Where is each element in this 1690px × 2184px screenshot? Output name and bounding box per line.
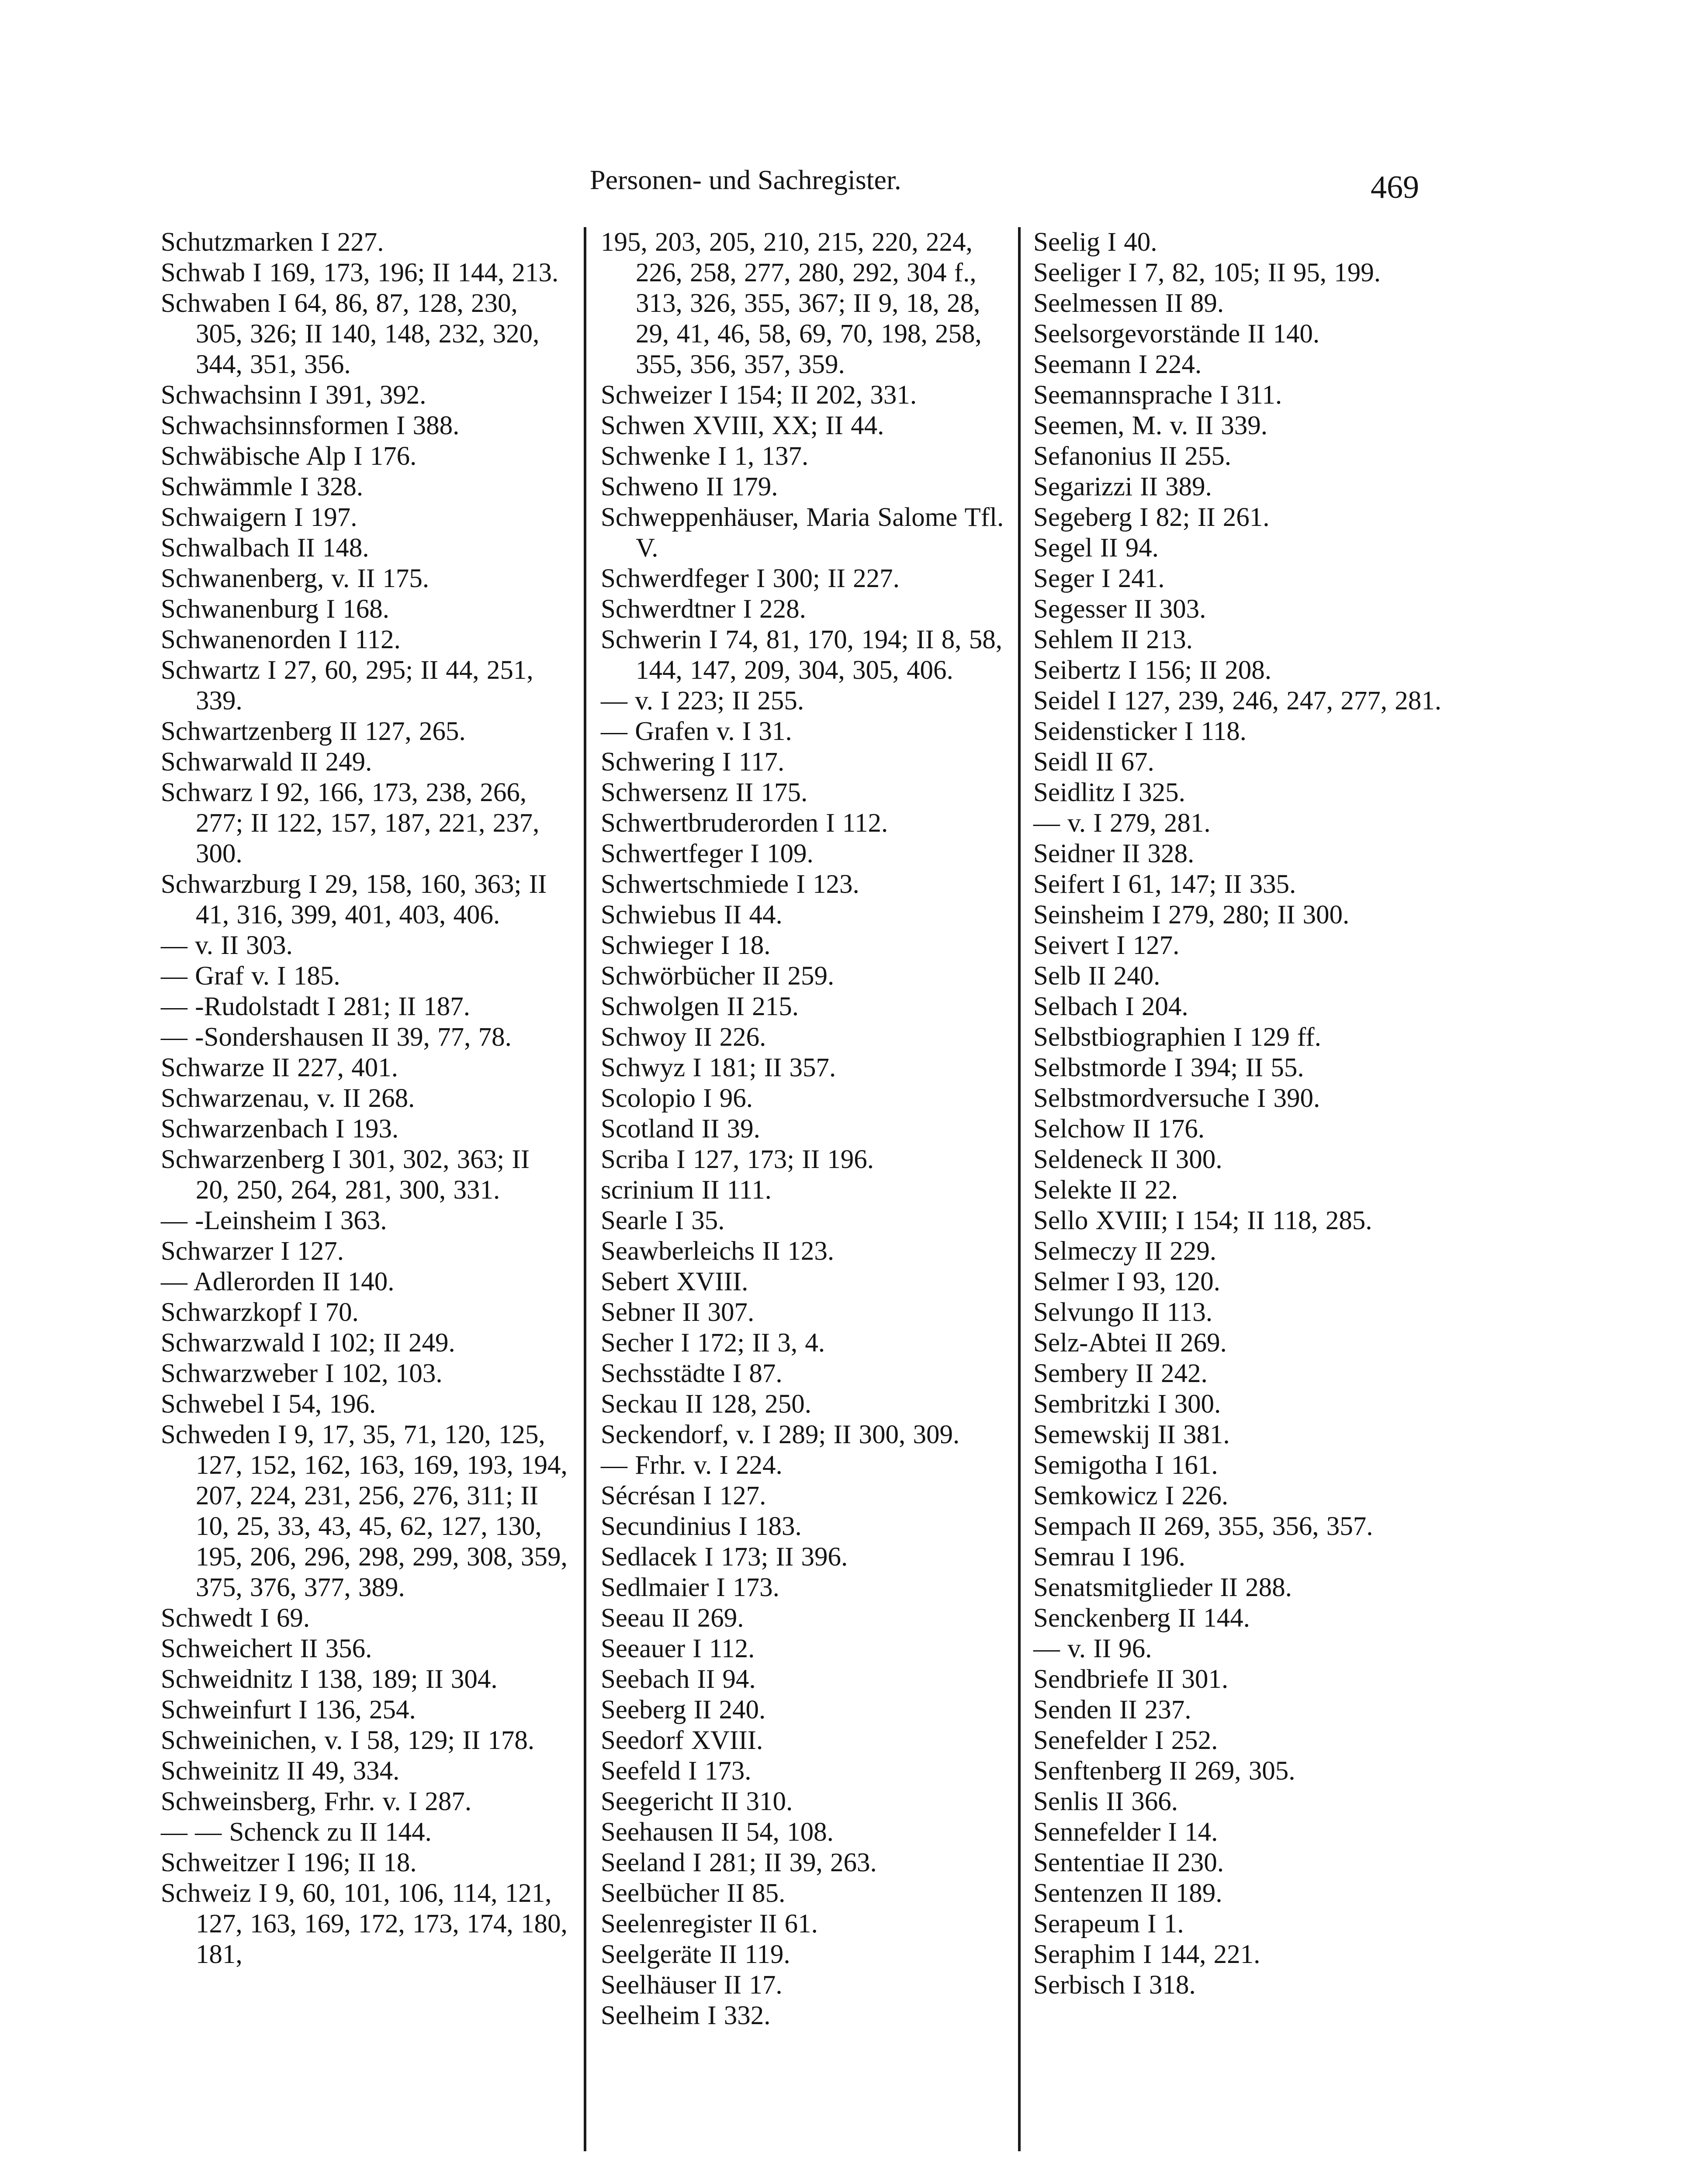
index-entry: Schwarzenbach I 193.: [161, 1114, 399, 1144]
index-entry: Schweinfurt I 136, 254.: [161, 1695, 416, 1724]
index-entry: — v. II 96.: [1033, 1634, 1152, 1663]
index-entry: Sedlacek I 173; II 396.: [601, 1542, 848, 1572]
index-entry: Schwanenberg, v. II 175.: [161, 564, 429, 593]
index-entry: Schwachsinnsformen I 388.: [161, 411, 460, 440]
index-entry: Semewskij II 381.: [1033, 1420, 1230, 1449]
column-divider: [1018, 227, 1021, 2151]
index-entry: Schwen XVIII, XX; II 44.: [601, 411, 884, 440]
index-entry: scrinium II 111.: [601, 1175, 772, 1205]
index-entry: — v. I 223; II 255.: [601, 686, 804, 715]
index-entry: Sebert XVIII.: [601, 1267, 748, 1296]
index-entry: 195, 203, 205, 210, 215, 220, 224, 226, 258, 277, 280, 292, 304 f., 313, 326, 355, 367; II 9, 18, 28, 29, 41, 46, 58, 69, 70, 198, 258, 355, 356, 357, 359.: [601, 228, 982, 379]
index-entry: Senatsmitglieder II 288.: [1033, 1573, 1292, 1602]
index-entry: Schweinsberg, Frhr. v. I 287.: [161, 1787, 472, 1816]
index-column-3: [1033, 227, 1442, 2001]
index-entry: Schwämmle I 328.: [161, 472, 364, 501]
index-entry: Semrau I 196.: [1033, 1542, 1185, 1572]
index-entry: Schwarzkopf I 70.: [161, 1298, 359, 1327]
index-entry: Schwedt I 69.: [161, 1603, 310, 1633]
index-entry: Seifert I 61, 147; II 335.: [1033, 870, 1296, 899]
index-entry: Seeau II 269.: [601, 1603, 744, 1633]
index-entry: Schwertbruderorden I 112.: [601, 809, 888, 838]
index-entry: Seemannsprache I 311.: [1033, 380, 1282, 410]
index-entry: Sécrésan I 127.: [601, 1481, 766, 1510]
index-entry: Seckendorf, v. I 289; II 300, 309.: [601, 1420, 960, 1449]
index-entry: Schwörbücher II 259.: [601, 961, 835, 991]
index-entry: Senckenberg II 144.: [1033, 1603, 1250, 1633]
index-entry: Schwerin I 74, 81, 170, 194; II 8, 58, 144, 147, 209, 304, 305, 406.: [601, 625, 1003, 685]
index-entry: Schwarzer I 127.: [161, 1237, 344, 1266]
index-entry: Seidlitz I 325.: [1033, 778, 1185, 807]
index-entry: Semigotha I 161.: [1033, 1451, 1218, 1480]
index-entry: Seelheim I 332.: [601, 2001, 771, 2030]
index-entry: Sennefelder I 14.: [1033, 1818, 1218, 1847]
index-entry: Secher I 172; II 3, 4.: [601, 1328, 825, 1358]
index-entry: Selb II 240.: [1033, 961, 1160, 991]
index-entry: Sehlem II 213.: [1033, 625, 1193, 654]
index-entry: Segeberg I 82; II 261.: [1033, 503, 1270, 532]
index-entry: Selchow II 176.: [1033, 1114, 1205, 1144]
index-entry: Senftenberg II 269, 305.: [1033, 1756, 1295, 1786]
index-entry: Scotland II 39.: [601, 1114, 760, 1144]
index-entry: Schwarzwald I 102; II 249.: [161, 1328, 455, 1358]
index-entry: Schwalbach II 148.: [161, 533, 369, 563]
index-entry: Selbach I 204.: [1033, 992, 1188, 1021]
index-entry: Seidl II 67.: [1033, 747, 1154, 777]
index-entry: Selbstmorde I 394; II 55.: [1033, 1053, 1304, 1082]
index-entry: Schwerdtner I 228.: [601, 594, 806, 624]
index-entry: Selbstbiographien I 129 ff.: [1033, 1023, 1321, 1052]
index-entry: Seehausen II 54, 108.: [601, 1818, 834, 1847]
index-entry: Selekte II 22.: [1033, 1175, 1178, 1205]
index-entry: — Frhr. v. I 224.: [601, 1451, 783, 1480]
index-entry: Schwarzenberg I 301, 302, 363; II 20, 250, 264, 281, 300, 331.: [161, 1145, 530, 1205]
page-number: 469: [1371, 169, 1419, 205]
index-entry: Schweno II 179.: [601, 472, 778, 501]
index-entry: Searle I 35.: [601, 1206, 725, 1235]
index-entry: Seelenregister II 61.: [601, 1909, 818, 1939]
index-entry: Schweden I 9, 17, 35, 71, 120, 125, 127, 152, 162, 163, 169, 193, 194, 207, 224, 231, 256, 276, 311; II 10, 25, 33, 43, 45, 62, 127, 130, 195, 206, 296, 298, 299, 308, 359, 375, 376, 377, 389.: [161, 1420, 568, 1602]
index-entry: — Adlerorden II 140.: [161, 1267, 395, 1296]
index-entry: Schwebel I 54, 196.: [161, 1389, 376, 1419]
index-entry: Schwäbische Alp I 176.: [161, 442, 417, 471]
index-entry: Senefelder I 252.: [1033, 1726, 1218, 1755]
index-entry: Schwab I 169, 173, 196; II 144, 213.: [161, 258, 559, 287]
index-entry: Semkowicz I 226.: [1033, 1481, 1229, 1510]
index-entry: Schwarz I 92, 166, 173, 238, 266, 277; II 122, 157, 187, 221, 237, 300.: [161, 778, 540, 868]
index-entry: Schwartz I 27, 60, 295; II 44, 251, 339.: [161, 656, 533, 715]
index-entry: Sebner II 307.: [601, 1298, 755, 1327]
index-entry: Seidner II 328.: [1033, 839, 1195, 868]
index-entry: Seelgeräte II 119.: [601, 1940, 790, 1969]
index-entry: Schwyz I 181; II 357.: [601, 1053, 836, 1082]
index-entry: Schwaigern I 197.: [161, 503, 357, 532]
index-entry: Seelig I 40.: [1033, 228, 1157, 257]
index-entry: — -Leinsheim I 363.: [161, 1206, 387, 1235]
index-entry: Schwering I 117.: [601, 747, 785, 777]
index-entry: Schweichert II 356.: [161, 1634, 372, 1663]
index-entry: Schwieger I 18.: [601, 931, 771, 960]
index-entry: Sendbriefe II 301.: [1033, 1665, 1229, 1694]
index-entry: Seeauer I 112.: [601, 1634, 755, 1663]
index-entry: Schwarzenau, v. II 268.: [161, 1084, 415, 1113]
index-entry: Schwertschmiede I 123.: [601, 870, 859, 899]
index-entry: Serbisch I 318.: [1033, 1970, 1196, 2000]
index-entry: Schwarze II 227, 401.: [161, 1053, 398, 1082]
index-entry: Seelsorgevorstände II 140.: [1033, 319, 1320, 349]
index-entry: Seelbücher II 85.: [601, 1879, 786, 1908]
index-entry: Schweizer I 154; II 202, 331.: [601, 380, 917, 410]
index-entry: Seawberleichs II 123.: [601, 1237, 835, 1266]
index-entry: Sententiae II 230.: [1033, 1848, 1224, 1877]
index-entry: Seeland I 281; II 39, 263.: [601, 1848, 877, 1877]
index-entry: Schwolgen II 215.: [601, 992, 799, 1021]
index-entry: Scolopio I 96.: [601, 1084, 753, 1113]
index-entry: Schutzmarken I 227.: [161, 228, 384, 257]
index-entry: Seckau II 128, 250.: [601, 1389, 812, 1419]
index-entry: Schwenke I 1, 137.: [601, 442, 809, 471]
index-entry: Segesser II 303.: [1033, 594, 1206, 624]
index-entry: Schwartzenberg II 127, 265.: [161, 717, 466, 746]
index-entry: Schwachsinn I 391, 392.: [161, 380, 426, 410]
index-entry: Schwarwald II 249.: [161, 747, 372, 777]
index-entry: Segel II 94.: [1033, 533, 1159, 563]
index-entry: — — Schenck zu II 144.: [161, 1818, 432, 1847]
index-entry: Selmeczy II 229.: [1033, 1237, 1216, 1266]
index-entry: Schwiebus II 44.: [601, 900, 783, 930]
index-entry: Seeliger I 7, 82, 105; II 95, 199.: [1033, 258, 1381, 287]
index-entry: Seinsheim I 279, 280; II 300.: [1033, 900, 1350, 930]
index-column-2: [601, 227, 1009, 2031]
index-entry: Schwarzburg I 29, 158, 160, 363; II 41, 316, 399, 401, 403, 406.: [161, 870, 547, 930]
index-entry: — Graf v. I 185.: [161, 961, 340, 991]
index-entry: Schweinitz II 49, 334.: [161, 1756, 400, 1786]
index-entry: Seivert I 127.: [1033, 931, 1180, 960]
index-entry: Selmer I 93, 120.: [1033, 1267, 1220, 1296]
index-entry: — -Sondershausen II 39, 77, 78.: [161, 1023, 512, 1052]
index-entry: Schwersenz II 175.: [601, 778, 808, 807]
index-entry: Sello XVIII; I 154; II 118, 285.: [1033, 1206, 1372, 1235]
index-entry: Sedlmaier I 173.: [601, 1573, 779, 1602]
index-entry: Serapeum I 1.: [1033, 1909, 1184, 1939]
index-entry: Sechsstädte I 87.: [601, 1359, 783, 1388]
index-entry: — v. I 279, 281.: [1033, 809, 1211, 838]
index-entry: — Grafen v. I 31.: [601, 717, 792, 746]
index-entry: Selz-Abtei II 269.: [1033, 1328, 1227, 1358]
index-entry: Seebach II 94.: [601, 1665, 756, 1694]
index-entry: Seibertz I 156; II 208.: [1033, 656, 1271, 685]
index-entry: Secundinius I 183.: [601, 1512, 802, 1541]
index-entry: Seidel I 127, 239, 246, 247, 277, 281.: [1033, 686, 1442, 715]
index-entry: Seraphim I 144, 221.: [1033, 1940, 1261, 1969]
index-entry: Schweinichen, v. I 58, 129; II 178.: [161, 1726, 535, 1755]
index-entry: Senlis II 366.: [1033, 1787, 1178, 1816]
index-entry: Seeberg II 240.: [601, 1695, 766, 1724]
index-entry: Seelmessen II 89.: [1033, 289, 1224, 318]
index-entry: Schwoy II 226.: [601, 1023, 766, 1052]
index-entry: Schweitzer I 196; II 18.: [161, 1848, 417, 1877]
index-entry: Seelhäuser II 17.: [601, 1970, 783, 2000]
index-entry: Seefeld I 173.: [601, 1756, 751, 1786]
index-entry: Sentenzen II 189.: [1033, 1879, 1222, 1908]
index-entry: Seemen, M. v. II 339.: [1033, 411, 1268, 440]
index-entry: Schweiz I 9, 60, 101, 106, 114, 121, 127, 163, 169, 172, 173, 174, 180, 181,: [161, 1879, 568, 1969]
index-entry: Selvungo II 113.: [1033, 1298, 1213, 1327]
index-entry: Schwaben I 64, 86, 87, 128, 230, 305, 326; II 140, 148, 232, 320, 344, 351, 356.: [161, 289, 540, 379]
index-entry: Sefanonius II 255.: [1033, 442, 1231, 471]
index-entry: — -Rudolstadt I 281; II 187.: [161, 992, 471, 1021]
index-entry: Sembritzki I 300.: [1033, 1389, 1221, 1419]
index-entry: Sempach II 269, 355, 356, 357.: [1033, 1512, 1373, 1541]
index-entry: — v. II 303.: [161, 931, 293, 960]
index-entry: Schweppenhäuser, Maria Salome Tfl. V.: [601, 503, 1004, 563]
index-entry: Schwanenorden I 112.: [161, 625, 401, 654]
index-entry: Seegericht II 310.: [601, 1787, 793, 1816]
index-entry: Schwanenburg I 168.: [161, 594, 389, 624]
index-entry: Schwertfeger I 109.: [601, 839, 814, 868]
index-entry: Scriba I 127, 173; II 196.: [601, 1145, 874, 1174]
index-entry: Schwarzweber I 102, 103.: [161, 1359, 443, 1388]
index-entry: Seger I 241.: [1033, 564, 1165, 593]
index-column-1: [161, 227, 569, 1970]
index-entry: Seidensticker I 118.: [1033, 717, 1247, 746]
running-head: Personen- und Sachregister.: [590, 164, 901, 195]
index-entry: Senden II 237.: [1033, 1695, 1191, 1724]
index-entry: Selbstmordversuche I 390.: [1033, 1084, 1320, 1113]
index-entry: Seldeneck II 300.: [1033, 1145, 1222, 1174]
index-entry: Seemann I 224.: [1033, 350, 1202, 379]
index-entry: Schwerdfeger I 300; II 227.: [601, 564, 900, 593]
index-entry: Sembery II 242.: [1033, 1359, 1208, 1388]
index-entry: Schweidnitz I 138, 189; II 304.: [161, 1665, 498, 1694]
column-divider: [584, 227, 586, 2151]
index-entry: Segarizzi II 389.: [1033, 472, 1212, 501]
index-entry: Seedorf XVIII.: [601, 1726, 763, 1755]
